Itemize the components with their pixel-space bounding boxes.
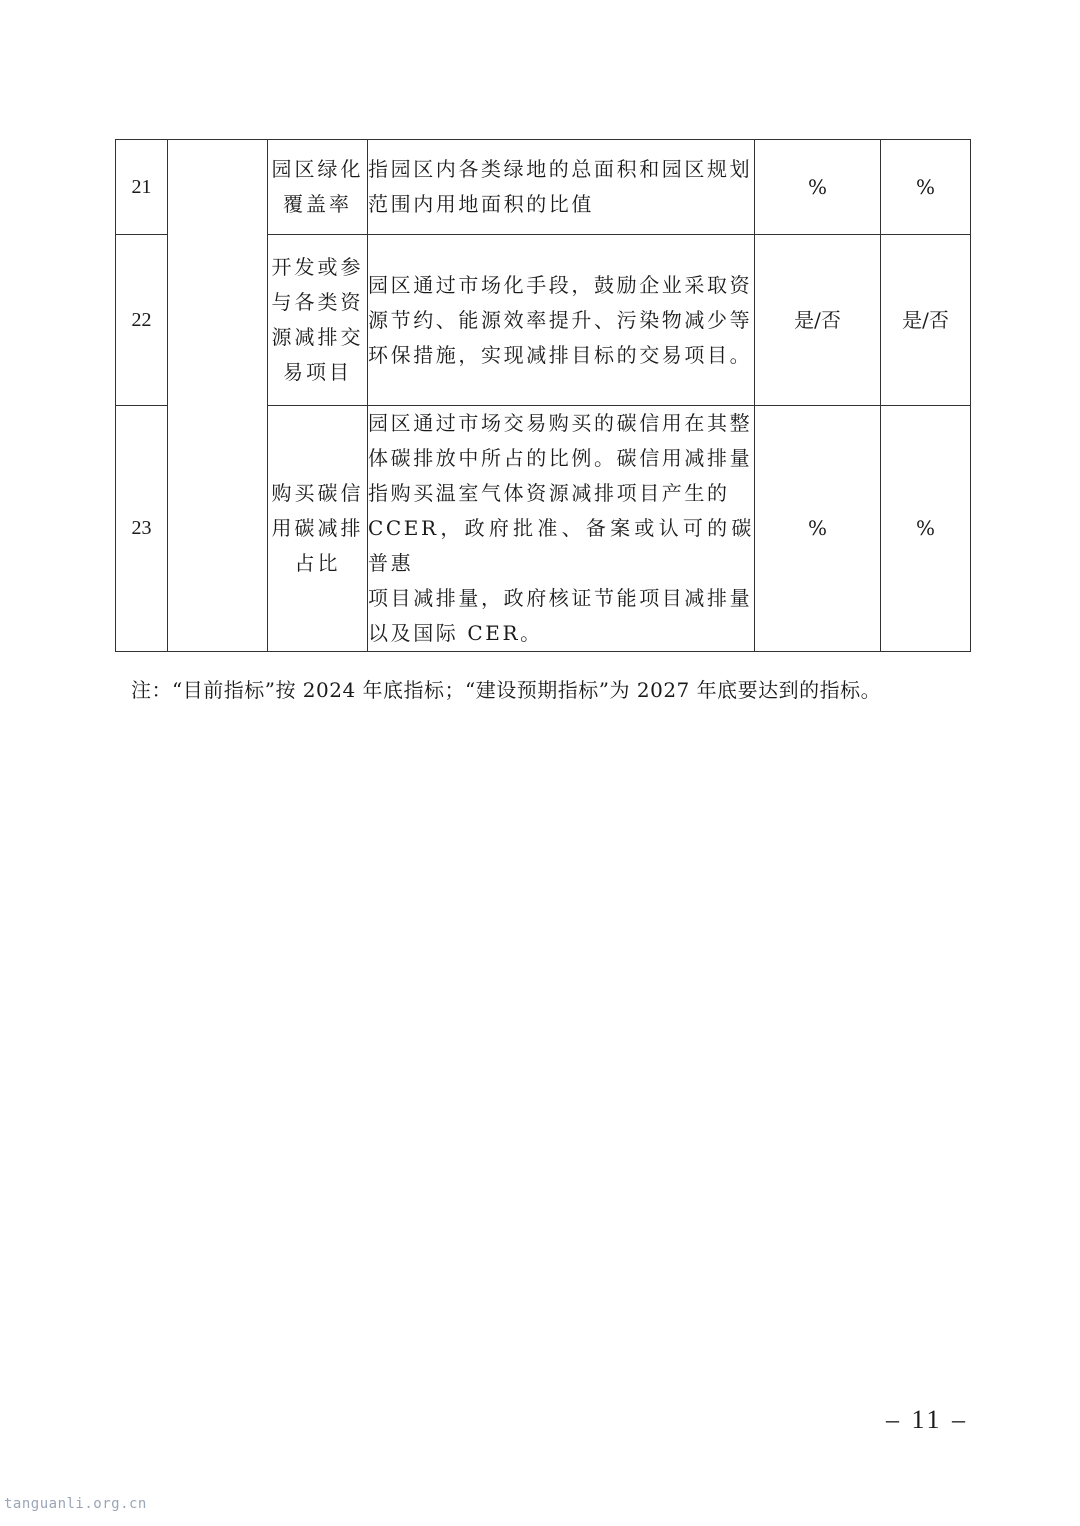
current-value: 是/否 (755, 235, 881, 406)
current-value: % (755, 140, 881, 235)
indicator-description: 园区通过市场交易购买的碳信用在其整 体碳排放中所占的比例。碳信用减排量 指购买温室气体资源减排项目产生的 CCER，政府批准、备案或认可的碳普惠 项目减排量，政府核证节能项目减排量 以及国际 CER。 (368, 406, 755, 652)
indicator-name: 园区绿化 覆盖率 (268, 140, 368, 235)
page-number: – 11 – (886, 1405, 969, 1434)
table-row (116, 140, 971, 235)
table-note: 注：“目前指标”按 2024 年底指标；“建设预期指标”为 2027 年底要达到的指标。 (131, 678, 882, 702)
indicator-table (115, 139, 971, 652)
watermark-text: tanguanli.org.cn (4, 1496, 147, 1512)
target-value: % (881, 406, 971, 652)
row-number: 21 (116, 140, 168, 235)
category-cell (168, 140, 268, 652)
indicator-name: 开发或参 与各类资 源减排交 易项目 (268, 235, 368, 406)
current-value: % (755, 406, 881, 652)
indicator-name: 购买碳信 用碳减排 占比 (268, 406, 368, 652)
target-value: % (881, 140, 971, 235)
row-number: 23 (116, 406, 168, 652)
indicator-description: 园区通过市场化手段，鼓励企业采取资 源节约、能源效率提升、污染物减少等 环保措施，实现减排目标的交易项目。 (368, 235, 755, 406)
target-value: 是/否 (881, 235, 971, 406)
indicator-description: 指园区内各类绿地的总面积和园区规划 范围内用地面积的比值 (368, 140, 755, 235)
row-number: 22 (116, 235, 168, 406)
